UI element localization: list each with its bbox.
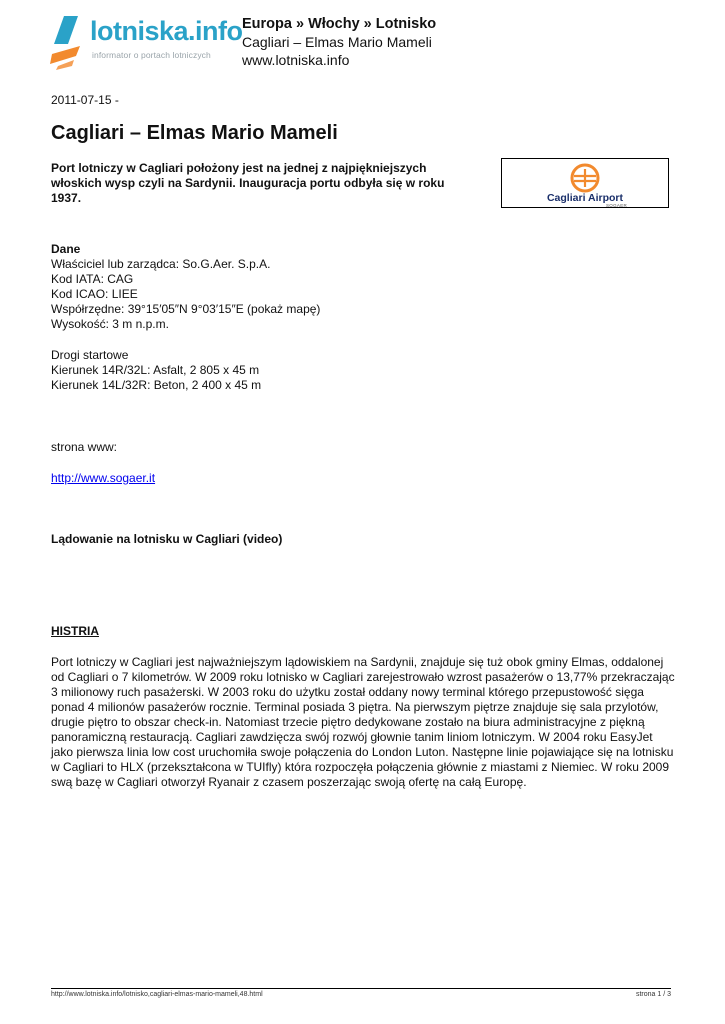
www-label: strona www: — [51, 440, 118, 454]
history-heading — [51, 624, 99, 639]
airplane-circle-icon — [562, 163, 608, 193]
footer-divider — [51, 988, 671, 989]
data-section — [51, 242, 320, 332]
data-heading: Dane — [51, 242, 81, 256]
airport-logo-name: Cagliari Airport — [546, 192, 624, 204]
runways-heading: Drogi startowe — [51, 348, 129, 362]
page-title: Cagliari – Elmas Mario Mameli — [51, 122, 338, 144]
footer-url: http://www.lotniska.info/lotnisko,cagliari-elmas-mario-mameli,48.html — [51, 991, 263, 998]
page-header — [242, 15, 436, 69]
logo-tagline: informator o portach lotniczych — [92, 50, 211, 60]
airport-logo-sub: SOGAER — [606, 203, 628, 208]
history-text: Port lotniczy w Cagliari jest najważniejszym lądowiskiem na Sardynii, znajduje się tuż obok gminy Elmas, oddalonej od Cagliari o 7 kilometrów. W 2009 roku lotnisko w Cagliari zarejestrowało wzrost pasażerów o 13,77% przekraczając 3 milionowy ruch pasażerski. W 2003 roku do użytku został oddany nowy terminal którego przepustowość sięga ponad 4 milionów pasażerów rocznie. Terminal posiada 3 piętra. Na pierwszym piętrze znajduje się sala przylotów, drugie piętro to obszar check-in. Natomiast trzecie piętro dedykowane zostało na biura administracyjne z piękną panoramiczną restauracją. Cagliari zawdzięcza swój rozwój głownie tanim liniom lotniczym. W 2004 roku EasyJet jako pierwsza linia low cost uruchomiła swoje połączenia do London Luton. Następne linie pojawiające się na lotnisku w Cagliari to HLX (przekształcona w TUIfly) która rozpoczęła połączenia głównie z miastami z Niemiec. W roku 2009 swą bazę w Cagliari otworzył Ryanair z czasem poszerzając swoją ofertę na całą Europę. — [51, 655, 675, 789]
plane-tail-icon — [50, 14, 90, 70]
data-owner: Właściciel lub zarządca: So.G.Aer. S.p.A. — [51, 257, 271, 271]
history-heading-text: HISTRIA — [51, 624, 99, 638]
header-airport: Cagliari – Elmas Mario Mameli — [242, 34, 432, 50]
article-date: 2011-07-15 - — [51, 93, 119, 107]
runways-section — [51, 348, 261, 393]
runway-item: Kierunek 14L/32R: Beton, 2 400 x 45 m — [51, 378, 262, 392]
header-site: www.lotniska.info — [242, 52, 350, 68]
breadcrumb: Europa » Włochy » Lotnisko — [242, 16, 437, 32]
airport-logo — [501, 158, 669, 208]
logo-name: lotniska.info — [90, 16, 243, 46]
data-coordinates: Współrzędne: 39°15′05″N 9°03′15″E (pokaż mapę) — [51, 302, 321, 316]
data-elevation: Wysokość: 3 m n.p.m. — [51, 317, 169, 331]
data-iata: Kod IATA: CAG — [51, 272, 134, 286]
footer-page-number: strona 1 / 3 — [635, 991, 671, 998]
www-section — [51, 471, 155, 486]
runway-item: Kierunek 14R/32L: Asfalt, 2 805 x 45 m — [51, 363, 260, 377]
website-link[interactable]: http://www.sogaer.it — [51, 471, 156, 485]
data-icao: Kod ICAO: LIEE — [51, 287, 138, 301]
article-lead: Port lotniczy w Cagliari położony jest na jednej z najpiękniejszych włoskich wysp czyli na Sardynii. Inauguracja portu odbyła się w roku 1937. — [51, 161, 445, 205]
video-title: Lądowanie na lotnisku w Cagliari (video) — [51, 532, 283, 546]
site-logo[interactable] — [50, 14, 243, 74]
